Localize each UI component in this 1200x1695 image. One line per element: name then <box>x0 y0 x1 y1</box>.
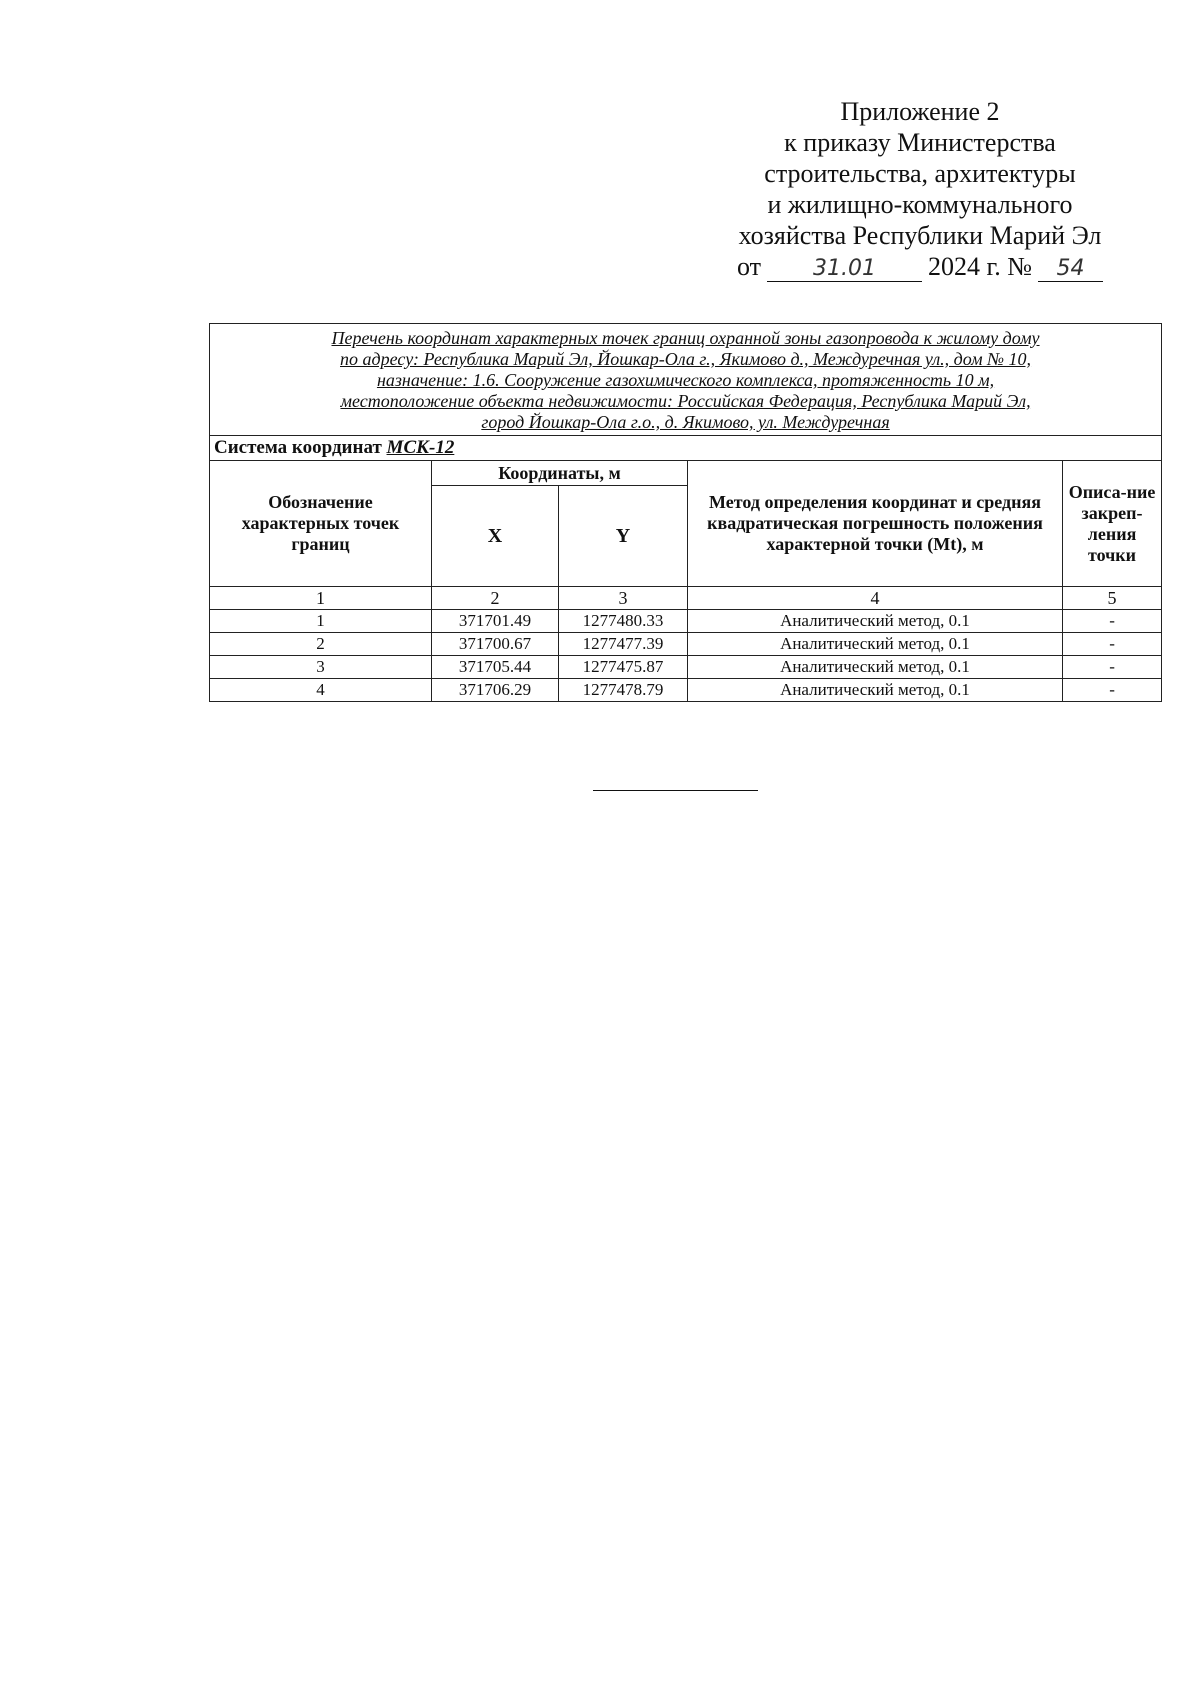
cell-point: 2 <box>210 633 432 656</box>
coordinates-table <box>209 323 1162 702</box>
caption-line: местоположение объекта недвижимости: Российская Федерация, Республика Марий Эл, <box>340 391 1031 411</box>
table-row <box>210 679 1162 702</box>
header-coords: Координаты, м <box>432 461 688 486</box>
appendix-line-republic: хозяйства Республики Марий Эл <box>738 221 1102 250</box>
cell-point: 4 <box>210 679 432 702</box>
appendix-block <box>700 96 1140 282</box>
column-number-row <box>210 587 1162 610</box>
header-x: X <box>432 486 559 587</box>
header-point: Обозначение характерных точек границ <box>210 461 432 587</box>
cell-x: 371701.49 <box>432 610 559 633</box>
caption-line: по адресу: Республика Марий Эл, Йошкар-Ола г., Якимово д., Междуречная ул., дом № 10, <box>340 349 1032 369</box>
caption-line: город Йошкар-Ола г.о., д. Якимово, ул. Междуречная <box>481 412 890 432</box>
table-row <box>210 610 1162 633</box>
cell-method: Аналитический метод, 0.1 <box>688 679 1063 702</box>
cell-point: 1 <box>210 610 432 633</box>
coordinate-system-row <box>210 436 1162 461</box>
column-number: 2 <box>432 587 559 610</box>
appendix-title: Приложение 2 <box>840 97 1000 126</box>
end-of-document-rule <box>593 790 758 791</box>
cell-method: Аналитический метод, 0.1 <box>688 610 1063 633</box>
caption-line: Перечень координат характерных точек границ охранной зоны газопровода к жилому дому <box>331 328 1040 348</box>
table-row <box>210 656 1162 679</box>
cell-y: 1277477.39 <box>559 633 688 656</box>
cell-x: 371706.29 <box>432 679 559 702</box>
handwritten-date: 31.01 <box>767 257 922 282</box>
column-number: 3 <box>559 587 688 610</box>
appendix-line-housing: и жилищно-коммунального <box>767 190 1073 219</box>
cell-description: - <box>1063 656 1162 679</box>
table-caption <box>210 324 1162 436</box>
column-number: 5 <box>1063 587 1162 610</box>
cell-y: 1277478.79 <box>559 679 688 702</box>
header-method: Метод определения координат и средняя квадратическая погрешность положения характерной точки (Mt), м <box>688 461 1063 587</box>
cell-method: Аналитический метод, 0.1 <box>688 633 1063 656</box>
caption-line: назначение: 1.6. Сооружение газохимического комплекса, протяженность 10 м, <box>376 370 995 390</box>
year-label: 2024 г. № <box>927 252 1033 281</box>
header-y: Y <box>559 486 688 587</box>
order-date-line <box>700 251 1140 282</box>
column-number: 4 <box>688 587 1063 610</box>
cell-x: 371705.44 <box>432 656 559 679</box>
cell-description: - <box>1063 633 1162 656</box>
cell-y: 1277480.33 <box>559 610 688 633</box>
appendix-line-order: к приказу Министерства <box>784 128 1056 157</box>
from-label: от <box>736 252 761 281</box>
cell-description: - <box>1063 679 1162 702</box>
cell-description: - <box>1063 610 1162 633</box>
coordinate-system-label: Система координат <box>214 437 382 458</box>
cell-point: 3 <box>210 656 432 679</box>
header-description: Описа-ние закреп-ления точки <box>1063 461 1162 587</box>
coordinate-system-name: МСК-12 <box>386 437 455 458</box>
cell-y: 1277475.87 <box>559 656 688 679</box>
column-number: 1 <box>210 587 432 610</box>
table-row <box>210 633 1162 656</box>
cell-method: Аналитический метод, 0.1 <box>688 656 1063 679</box>
cell-x: 371700.67 <box>432 633 559 656</box>
appendix-line-ministry: строительства, архитектуры <box>764 159 1076 188</box>
handwritten-order-number: 54 <box>1038 257 1103 282</box>
